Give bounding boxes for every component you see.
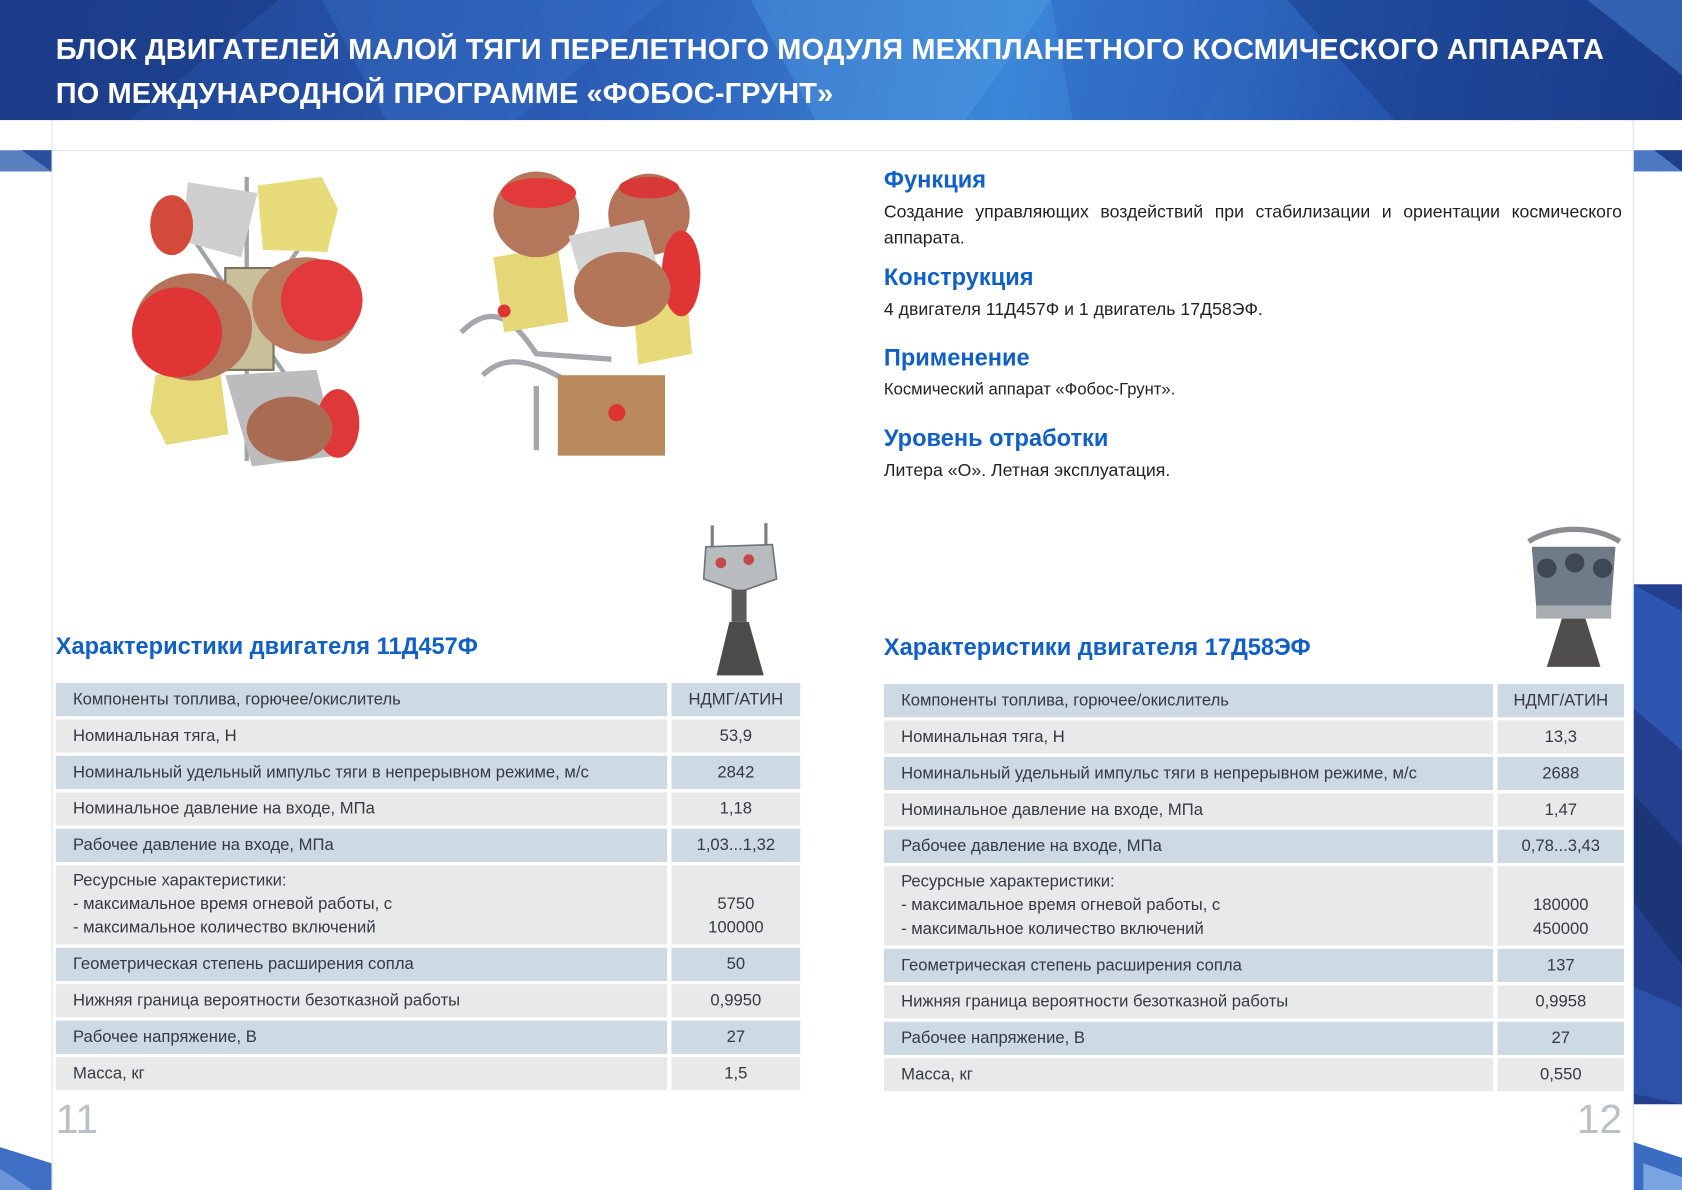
row-value: НДМГ/АТИН: [1493, 684, 1624, 717]
right-side-decor: [1633, 150, 1682, 1190]
row-label: Нижняя граница вероятности безотказной работы: [884, 985, 1493, 1018]
table-row: [884, 720, 1624, 753]
maturity-text: Литера «О». Летная эксплуатация.: [883, 461, 1171, 481]
row-value: [667, 865, 800, 944]
row-label-line: - максимальное количество включений: [901, 919, 1204, 939]
row-label: [884, 866, 1493, 945]
right-spec-table: [884, 681, 1624, 1095]
row-label: Геометрическая степень расширения сопла: [56, 948, 667, 981]
thruster-block-side-photo: [451, 172, 719, 472]
row-value: 0,9958: [1493, 985, 1624, 1018]
row-label-line: - максимальное время огневой работы, с: [901, 896, 1221, 915]
row-label: Компоненты топлива, горючее/окислитель: [884, 684, 1493, 717]
row-value: 1,47: [1493, 793, 1624, 826]
table-row: [56, 829, 800, 862]
row-label: Рабочее давление на входе, МПа: [56, 829, 667, 862]
design-section: [884, 263, 1622, 323]
table-row: [884, 830, 1624, 863]
table-row: [56, 683, 800, 716]
row-value: 1,5: [667, 1057, 800, 1090]
row-label: Номинальный удельный импульс тяги в непрерывном режиме, м/с: [884, 757, 1493, 790]
row-label: Номинальное давление на входе, МПа: [56, 792, 667, 825]
table-row: [56, 756, 800, 789]
row-value: 0,78...3,43: [1493, 830, 1624, 863]
table-row: [56, 865, 800, 944]
table-row: [884, 757, 1624, 790]
application-section: [884, 343, 1622, 403]
row-label-line: - максимальное количество включений: [72, 918, 376, 938]
row-label: Геометрическая степень расширения сопла: [884, 949, 1493, 982]
row-value: 50: [667, 948, 800, 981]
row-label: Рабочее напряжение, В: [56, 1021, 667, 1054]
row-value: 53,9: [667, 719, 800, 752]
table-row: [884, 949, 1624, 982]
row-label: Номинальная тяга, Н: [884, 720, 1493, 753]
row-label: Рабочее давление на входе, МПа: [884, 830, 1493, 863]
table-row: [884, 684, 1624, 717]
table-row: [884, 793, 1624, 826]
function-text: Создание управляющих воздействий при стабилизации и ориентации космического аппарата.: [883, 202, 1622, 248]
row-value: 27: [667, 1021, 800, 1054]
row-label: Номинальный удельный импульс тяги в непрерывном режиме, м/с: [56, 756, 667, 789]
row-value: 13,3: [1493, 720, 1624, 753]
top-divider: [51, 150, 1632, 151]
page-number-left: 11: [55, 1097, 99, 1143]
table-row: [884, 866, 1624, 945]
table-row: [56, 984, 800, 1017]
row-label: Масса, кг: [884, 1058, 1493, 1091]
row-label-line: Ресурсные характеристики:: [72, 871, 287, 890]
row-label-line: Ресурсные характеристики:: [901, 872, 1115, 891]
row-value: 137: [1493, 949, 1624, 982]
application-text: Космический аппарат «Фобос-Грунт».: [883, 380, 1176, 399]
table-row: [56, 1021, 800, 1054]
row-value-line: 5750: [717, 895, 755, 914]
row-label: Номинальная тяга, Н: [56, 719, 667, 752]
function-heading: Функция: [883, 166, 987, 193]
row-value-line: 180000: [1533, 896, 1589, 915]
row-value-line: 100000: [708, 918, 764, 938]
table-row: [56, 719, 800, 752]
row-value: 2688: [1493, 757, 1624, 790]
row-label: [56, 865, 667, 944]
row-label: Рабочее напряжение, В: [884, 1022, 1493, 1055]
thruster-block-front-photo: [123, 166, 370, 472]
table-row: [56, 792, 800, 825]
page-title-line-2: ПО МЕЖДУНАРОДНОЙ ПРОГРАММЕ «ФОБОС-ГРУНТ»: [55, 77, 834, 110]
left-side-decor: [0, 150, 51, 1190]
row-value: 27: [1493, 1022, 1624, 1055]
page-title: [56, 28, 1644, 116]
left-spec-table: [56, 680, 800, 1094]
row-label: Масса, кг: [56, 1057, 667, 1090]
row-value: 2842: [667, 756, 800, 789]
row-value-line: 450000: [1533, 919, 1589, 939]
row-label-line: - максимальное время огневой работы, с: [72, 895, 393, 914]
row-value: 0,9950: [667, 984, 800, 1017]
table-row: [884, 1058, 1624, 1091]
row-value: НДМГ/АТИН: [667, 683, 800, 716]
table-row: [56, 1057, 800, 1090]
design-heading: Конструкция: [883, 263, 1034, 291]
function-section: [884, 165, 1622, 251]
row-label: Номинальное давление на входе, МПа: [884, 793, 1493, 826]
page-title-line-1: БЛОК ДВИГАТЕЛЕЙ МАЛОЙ ТЯГИ ПЕРЕЛЕТНОГО МОДУЛЯ МЕЖПЛАНЕТНОГО КОСМИЧЕСКОГО АППАРАТА: [55, 33, 1604, 66]
row-value: 1,18: [667, 792, 800, 825]
application-heading: Применение: [883, 344, 1030, 371]
row-value: 0,550: [1493, 1058, 1624, 1091]
row-label: Компоненты топлива, горючее/окислитель: [56, 683, 667, 716]
table-row: [884, 1022, 1624, 1055]
maturity-section: [884, 423, 1622, 483]
table-row: [56, 948, 800, 981]
right-table-title: Характеристики двигателя 17Д58ЭФ: [883, 633, 1311, 661]
row-value: 1,03...1,32: [667, 829, 800, 862]
row-value: [1493, 866, 1624, 945]
engine-17d58ef-photo: [1523, 525, 1625, 670]
engine-11d457f-photo: [697, 515, 783, 681]
design-text: 4 двигателя 11Д457Ф и 1 двигатель 17Д58ЭФ.: [883, 300, 1263, 320]
page-number-right: 12: [1576, 1097, 1623, 1143]
row-label: Нижняя граница вероятности безотказной работы: [56, 984, 667, 1017]
table-row: [884, 985, 1624, 1018]
maturity-heading: Уровень отработки: [883, 424, 1109, 452]
left-table-title: Характеристики двигателя 11Д457Ф: [55, 632, 478, 660]
header-banner: [0, 0, 1682, 120]
